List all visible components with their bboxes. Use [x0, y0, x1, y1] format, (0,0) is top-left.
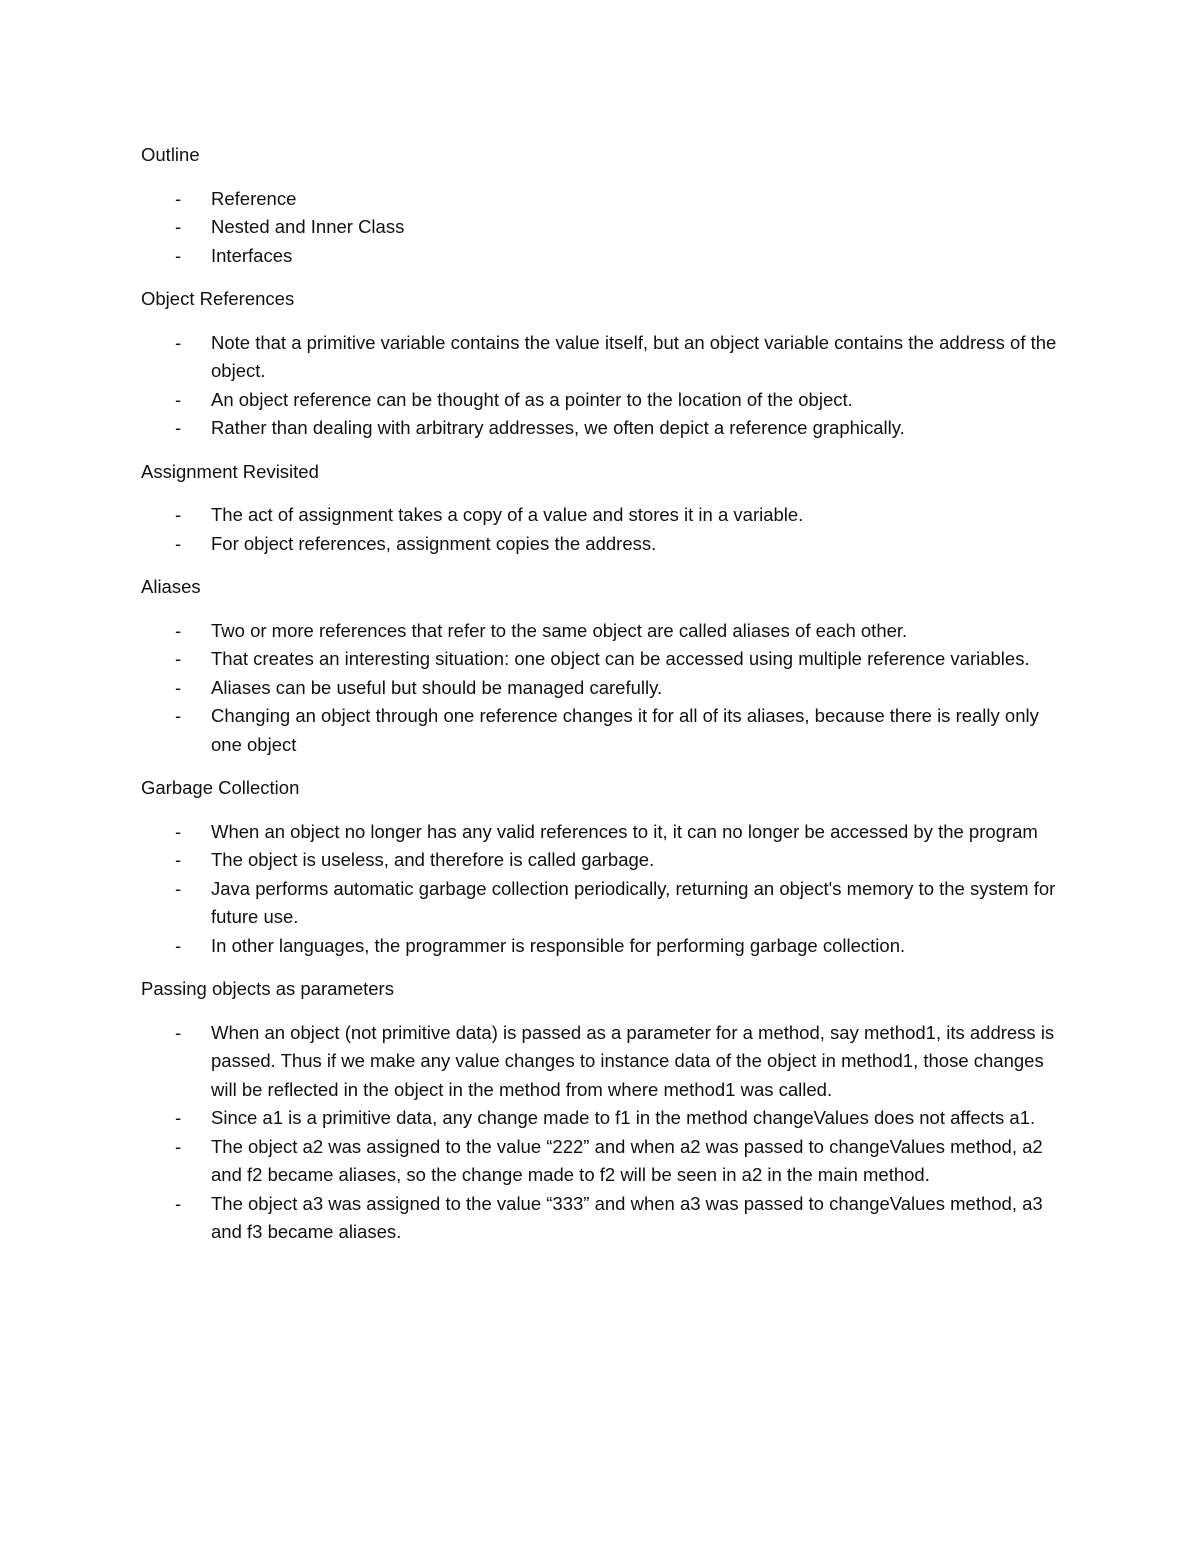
dash-bullet-icon: - — [175, 1021, 182, 1043]
list-item — [141, 530, 1071, 559]
list-item — [141, 185, 1071, 214]
section-aliases — [141, 573, 1071, 759]
dash-bullet-icon: - — [175, 676, 182, 698]
document-body — [141, 141, 1071, 1262]
dash-bullet-icon: - — [175, 504, 182, 525]
dash-bullet-icon: - — [175, 849, 182, 870]
list-item-text: Rather than dealing with arbitrary addresses, we often depict a reference graphically. — [211, 417, 905, 438]
list-item-text: An object reference can be thought of as a pointer to the location of the object. — [211, 388, 853, 410]
list-item-text: Reference — [211, 187, 297, 209]
dash-bullet-icon: - — [175, 244, 182, 266]
dash-bullet-icon: - — [175, 934, 182, 956]
list-item — [141, 213, 1071, 242]
bullet-list — [141, 818, 1071, 961]
list-item — [141, 1104, 1071, 1133]
list-item — [141, 1019, 1071, 1105]
dash-bullet-icon: - — [175, 820, 182, 842]
list-item — [141, 1190, 1071, 1247]
bullet-list — [141, 617, 1071, 760]
dash-bullet-icon: - — [175, 388, 182, 410]
section-heading: Assignment Revisited — [141, 460, 319, 482]
list-item — [141, 329, 1071, 386]
dash-bullet-icon: - — [175, 705, 182, 726]
dash-bullet-icon: - — [175, 1107, 182, 1128]
dash-bullet-icon: - — [175, 1192, 182, 1214]
dash-bullet-icon: - — [175, 619, 182, 641]
list-item-text: Interfaces — [211, 244, 293, 266]
list-item — [141, 501, 1071, 530]
list-item-text: That creates an interesting situation: one object can be accessed using multiple reference variables. — [211, 648, 1030, 669]
dash-bullet-icon: - — [175, 331, 182, 353]
list-item — [141, 1133, 1071, 1190]
list-item-text: The object a3 was assigned to the value “333” and when a3 was passed to changeValues method, a3 and f3 became aliases. — [211, 1192, 1043, 1242]
dash-bullet-icon: - — [175, 1135, 182, 1157]
section-heading: Object References — [141, 288, 295, 309]
section-passing-objects-as-parameters — [141, 975, 1071, 1247]
list-item-text: Java performs automatic garbage collection periodically, returning an object's memory to the system for future use. — [211, 877, 1056, 927]
list-item — [141, 674, 1071, 703]
section-heading: Outline — [141, 144, 200, 165]
list-item-text: The object a2 was assigned to the value “222” and when a2 was passed to changeValues method, a2 and f2 became aliases, so the change made to f2 will be seen in a2 in the main method. — [211, 1135, 1043, 1185]
section-heading: Aliases — [141, 576, 201, 597]
section-garbage-collection — [141, 774, 1071, 960]
bullet-list — [141, 501, 1071, 558]
list-item-text: When an object (not primitive data) is passed as a parameter for a method, say method1, its address is passed. Thus if we make any value changes to instance data of the object in method1, those changes will be reflected in the object in the method from where method1 was called. — [211, 1021, 1055, 1100]
bullet-list — [141, 1019, 1071, 1247]
list-item-text: Changing an object through one reference changes it for all of its aliases, because there is really only one object — [211, 705, 1039, 755]
list-item-text: Aliases can be useful but should be managed carefully. — [211, 676, 663, 698]
bullet-list — [141, 329, 1071, 443]
bullet-list — [141, 185, 1071, 271]
list-item — [141, 818, 1071, 847]
list-item — [141, 414, 1071, 443]
list-item — [141, 932, 1071, 961]
list-item — [141, 386, 1071, 415]
list-item-text: Nested and Inner Class — [211, 216, 405, 237]
list-item — [141, 702, 1071, 759]
dash-bullet-icon: - — [175, 532, 182, 554]
dash-bullet-icon: - — [175, 877, 182, 899]
list-item — [141, 846, 1071, 875]
list-item-text: When an object no longer has any valid references to it, it can no longer be accessed by the program — [211, 820, 1038, 842]
list-item — [141, 242, 1071, 271]
list-item-text: Two or more references that refer to the same object are called aliases of each other. — [211, 619, 908, 641]
dash-bullet-icon: - — [175, 417, 182, 438]
list-item — [141, 875, 1071, 932]
section-assignment-revisited — [141, 458, 1071, 559]
section-object-references — [141, 285, 1071, 443]
list-item-text: In other languages, the programmer is responsible for performing garbage collection. — [211, 934, 906, 956]
section-outline — [141, 141, 1071, 270]
list-item-text: Note that a primitive variable contains the value itself, but an object variable contains the address of the object. — [211, 331, 1057, 381]
list-item — [141, 645, 1071, 674]
dash-bullet-icon: - — [175, 648, 182, 669]
list-item-text: The object is useless, and therefore is called garbage. — [211, 849, 655, 870]
list-item-text: The act of assignment takes a copy of a value and stores it in a variable. — [211, 504, 804, 525]
list-item — [141, 617, 1071, 646]
list-item-text: For object references, assignment copies the address. — [211, 532, 657, 554]
list-item-text: Since a1 is a primitive data, any change made to f1 in the method changeValues does not affects a1. — [211, 1107, 1036, 1128]
section-heading: Passing objects as parameters — [141, 978, 394, 999]
section-heading: Garbage Collection — [141, 777, 300, 798]
dash-bullet-icon: - — [175, 187, 182, 209]
dash-bullet-icon: - — [175, 216, 182, 237]
